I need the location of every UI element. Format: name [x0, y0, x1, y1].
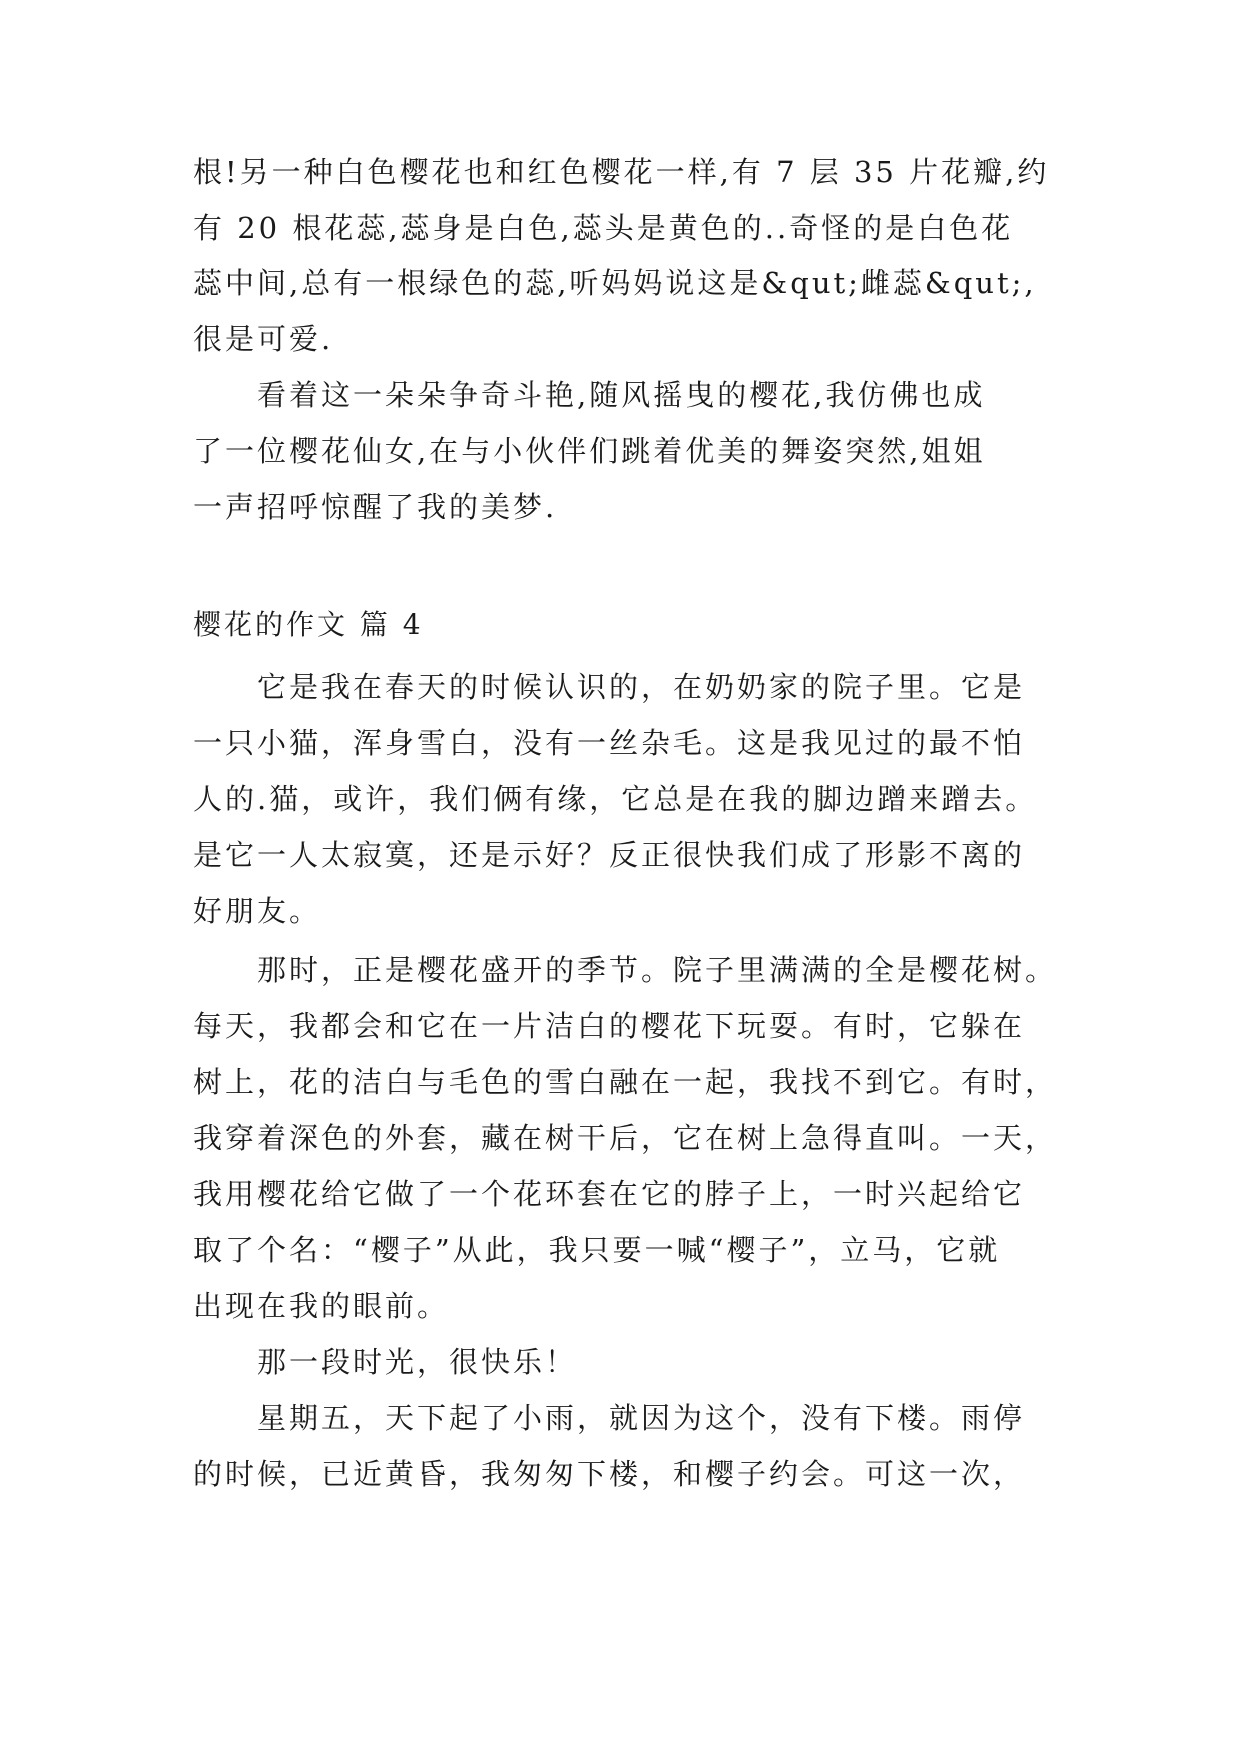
paragraph-line: 那时，正是樱花盛开的季节。院子里满满的全是樱花树。: [257, 953, 1058, 987]
paragraph-line: 每天，我都会和它在一片洁白的樱花下玩耍。有时，它躲在: [193, 1009, 1026, 1043]
paragraph-line: 的时候，已近黄昏，我匆匆下楼，和樱子约会。可这一次，: [193, 1457, 1026, 1491]
paragraph-line: 了一位樱花仙女,在与小伙伴们跳着优美的舞姿突然,姐姐: [193, 434, 986, 468]
paragraph-line: 取了个名：“樱子”从此，我只要一喊“樱子”，立马，它就: [193, 1233, 1001, 1267]
paragraph-line: 有 20 根花蕊,蕊身是白色,蕊头是黄色的..奇怪的是白色花: [193, 211, 1014, 245]
paragraph-line: 出现在我的眼前。: [193, 1289, 450, 1323]
paragraph-line: 我穿着深色的外套，藏在树干后，它在树上急得直叫。一天，: [193, 1121, 1058, 1155]
paragraph-line: 那一段时光，很快乐！: [257, 1345, 578, 1379]
paragraph-line: 根!另一种白色樱花也和红色樱花一样,有 7 层 35 片花瓣,约: [193, 155, 1050, 189]
paragraph-line: 是它一人太寂寞，还是示好？反正很快我们成了形影不离的: [193, 838, 1026, 872]
section-heading: 樱花的作文 篇 4: [193, 608, 424, 641]
paragraph-line: 它是我在春天的时候认识的，在奶奶家的院子里。它是: [257, 670, 1026, 704]
paragraph-line: 看着这一朵朵争奇斗艳,随风摇曳的樱花,我仿佛也成: [257, 378, 986, 412]
paragraph-line: 很是可爱.: [193, 322, 334, 356]
paragraph-line: 一只小猫，浑身雪白，没有一丝杂毛。这是我见过的最不怕: [193, 726, 1026, 760]
paragraph-line: 星期五，天下起了小雨，就因为这个，没有下楼。雨停: [257, 1401, 1026, 1435]
paragraph-line: 一声招呼惊醒了我的美梦.: [193, 490, 558, 524]
paragraph-line: 蕊中间,总有一根绿色的蕊,听妈妈说这是&qut;雌蕊&qut;,: [193, 266, 1037, 300]
paragraph-line: 我用樱花给它做了一个花环套在它的脖子上，一时兴起给它: [193, 1177, 1026, 1211]
paragraph-line: 人的.猫，或许，我们俩有缘，它总是在我的脚边蹭来蹭去。: [193, 782, 1038, 816]
paragraph-line: 树上，花的洁白与毛色的雪白融在一起，我找不到它。有时，: [193, 1065, 1058, 1099]
paragraph-line: 好朋友。: [193, 894, 322, 928]
